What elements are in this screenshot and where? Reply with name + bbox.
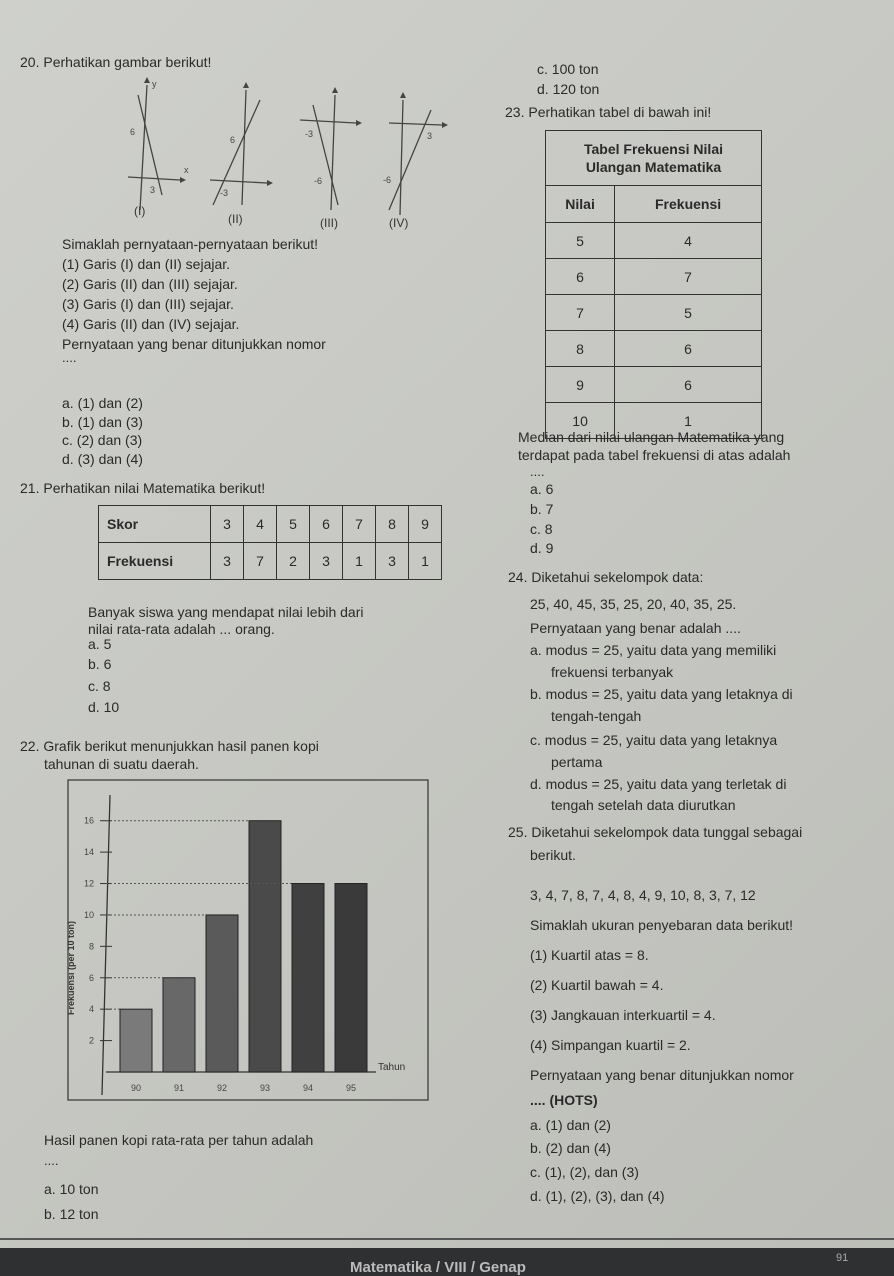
row-header: Skor xyxy=(99,506,211,543)
x-axis-label: Tahun xyxy=(378,1062,406,1073)
x-tick-label: 95 xyxy=(345,1083,357,1093)
q21-option-b[interactable]: b. 6 xyxy=(88,656,112,672)
graph2-y-int: 6 xyxy=(230,135,236,145)
q25-statement: (4) Simpangan kuartil = 2. xyxy=(530,1037,691,1053)
q20-option-a[interactable]: a. (1) dan (2) xyxy=(62,395,143,411)
table-row xyxy=(99,543,442,580)
q21-option-c[interactable]: c. 8 xyxy=(88,678,111,694)
q24-question: Pernyataan yang benar adalah .... xyxy=(530,620,741,636)
graph4-label: (IV) xyxy=(389,216,409,230)
q23-title: 23. Perhatikan tabel di bawah ini! xyxy=(505,104,712,120)
cell: 3 xyxy=(211,506,244,543)
row-header: Frekuensi xyxy=(99,543,211,580)
y-tick-label: 16 xyxy=(83,815,94,826)
bar-92 xyxy=(206,915,238,1072)
cell: 7 xyxy=(343,506,376,543)
column-header: Frekuensi xyxy=(615,186,762,223)
q25-statement: (3) Jangkauan interkuartil = 4. xyxy=(530,1007,716,1023)
column-header: Nilai xyxy=(546,186,615,223)
q23-question: Median dari nilai ulangan Matematika yang xyxy=(518,429,785,445)
q21-option-d[interactable]: d. 10 xyxy=(88,699,120,715)
q23-question: terdapat pada tabel frekuensi di atas adalah xyxy=(518,447,791,463)
y-tick-label: 4 xyxy=(88,1004,94,1015)
q22-option-c[interactable]: c. 100 ton xyxy=(537,61,599,77)
q25-intro: Simaklah ukuran penyebaran data berikut! xyxy=(530,917,794,933)
q25-option-d[interactable]: d. (1), (2), (3), dan (4) xyxy=(530,1188,665,1204)
q23-dots: .... xyxy=(530,464,545,479)
q23-option-a[interactable]: a. 6 xyxy=(530,481,554,497)
q24-option-d-cont: tengah setelah data diurutkan xyxy=(551,797,736,813)
q20-dots: .... xyxy=(62,350,77,365)
x-tick-label: 91 xyxy=(173,1083,185,1093)
q23-option-c[interactable]: c. 8 xyxy=(530,521,553,537)
q20-statement: (4) Garis (II) dan (IV) sejajar. xyxy=(62,316,240,332)
q25-hots: .... (HOTS) xyxy=(530,1092,598,1108)
q20-intro: Simaklah pernyataan-pernyataan berikut! xyxy=(62,236,319,252)
q24-option-d[interactable]: d. modus = 25, yaitu data yang terletak di xyxy=(530,776,787,792)
y-tick-label: 2 xyxy=(88,1035,94,1046)
y-tick-label: 14 xyxy=(83,847,94,858)
table-row: 6 7 xyxy=(546,259,762,295)
page-number: 91 xyxy=(836,1252,849,1264)
q25-statement: (1) Kuartil atas = 8. xyxy=(530,947,649,963)
table-row: 8 6 xyxy=(546,331,762,367)
y-tick-label: 6 xyxy=(88,972,94,983)
footer-text: Matematika / VIII / Genap xyxy=(350,1259,526,1276)
cell: 5 xyxy=(277,506,310,543)
y-tick-label: 8 xyxy=(88,941,94,952)
table-row: 7 5 xyxy=(546,295,762,331)
cell: 2 xyxy=(277,543,310,580)
graph-axis-y-label: y xyxy=(152,79,157,89)
y-tick-label: 12 xyxy=(83,878,94,889)
bar-95 xyxy=(335,884,367,1072)
table-row xyxy=(99,506,442,543)
q22-dots: .... xyxy=(44,1153,59,1168)
q21-question: Banyak siswa yang mendapat nilai lebih dari xyxy=(88,604,364,620)
q24-option-a[interactable]: a. modus = 25, yaitu data yang memiliki xyxy=(530,642,777,658)
q22-option-a[interactable]: a. 10 ton xyxy=(44,1181,99,1197)
x-tick-label: 92 xyxy=(216,1083,228,1093)
x-tick-label: 90 xyxy=(130,1083,142,1093)
cell: 9 xyxy=(409,506,442,543)
q21-score-table xyxy=(98,505,442,580)
cell: 3 xyxy=(211,543,244,580)
bar-91 xyxy=(163,978,195,1072)
page-footer xyxy=(0,1248,894,1276)
q25-data: 3, 4, 7, 8, 7, 4, 8, 4, 9, 10, 8, 3, 7, 12 xyxy=(530,887,756,903)
coffee-harvest-bar-chart xyxy=(40,775,460,1105)
q24-option-c-cont: pertama xyxy=(551,754,603,770)
x-tick-label: 93 xyxy=(259,1083,271,1093)
q20-statement: (1) Garis (I) dan (II) sejajar. xyxy=(62,256,231,272)
q20-line-graphs xyxy=(100,75,460,235)
graph4-x-int: 3 xyxy=(427,131,433,141)
q24-title: 24. Diketahui sekelompok data: xyxy=(508,569,704,585)
q20-option-c[interactable]: c. (2) dan (3) xyxy=(62,432,143,448)
bar-90 xyxy=(120,1009,152,1072)
cell: 8 xyxy=(376,506,409,543)
y-tick-label: 10 xyxy=(83,909,94,920)
q20-question: Pernyataan yang benar ditunjukkan nomor xyxy=(62,336,326,352)
table-row: 9 6 xyxy=(546,367,762,403)
q24-option-c[interactable]: c. modus = 25, yaitu data yang letaknya xyxy=(530,732,778,748)
bar-93 xyxy=(249,821,281,1072)
table-row: 10 1 xyxy=(546,403,762,439)
q25-option-c[interactable]: c. (1), (2), dan (3) xyxy=(530,1164,639,1180)
graph3-y-int: -6 xyxy=(314,176,323,186)
cell: 1 xyxy=(409,543,442,580)
cell: 3 xyxy=(310,543,343,580)
q22-option-b[interactable]: b. 12 ton xyxy=(44,1206,99,1222)
graph3-x-int: -3 xyxy=(305,129,314,139)
graph1-y-int: 6 xyxy=(130,127,136,137)
q25-option-b[interactable]: b. (2) dan (4) xyxy=(530,1140,611,1156)
q20-option-b[interactable]: b. (1) dan (3) xyxy=(62,414,143,430)
q25-title: berikut. xyxy=(530,847,576,863)
q22-title: 22. Grafik berikut menunjukkan hasil panen kopi xyxy=(20,738,319,754)
q21-question: nilai rata-rata adalah ... orang. xyxy=(88,621,275,637)
graph2-x-int: -3 xyxy=(220,188,229,198)
q22-title: tahunan di suatu daerah. xyxy=(44,756,199,772)
q22-question: Hasil panen kopi rata-rata per tahun adalah xyxy=(44,1132,314,1148)
cell: 1 xyxy=(343,543,376,580)
q25-option-a[interactable]: a. (1) dan (2) xyxy=(530,1117,611,1133)
cell: 7 xyxy=(244,543,277,580)
y-axis-label: Frekuensi (per 10 ton) xyxy=(66,920,76,1015)
q22-option-d[interactable]: d. 120 ton xyxy=(537,81,600,97)
q21-title: 21. Perhatikan nilai Matematika berikut! xyxy=(20,480,266,496)
q24-data: 25, 40, 45, 35, 25, 20, 40, 35, 25. xyxy=(530,596,737,612)
q20-statement: (3) Garis (I) dan (III) sejajar. xyxy=(62,296,234,312)
q24-option-b-cont: tengah-tengah xyxy=(551,708,642,724)
table-title: Tabel Frekuensi Nilai Ulangan Matematika xyxy=(546,131,762,186)
bar-94 xyxy=(292,884,324,1072)
q20-option-d[interactable]: d. (3) dan (4) xyxy=(62,451,143,467)
cell: 4 xyxy=(244,506,277,543)
graph1-label: (I) xyxy=(134,204,146,218)
graph1-x-int: 3 xyxy=(150,185,156,195)
cell: 3 xyxy=(376,543,409,580)
table-row: 5 4 xyxy=(546,223,762,259)
graph2-label: (II) xyxy=(228,212,243,226)
q20-title: 20. Perhatikan gambar berikut! xyxy=(20,54,212,70)
y-axis xyxy=(102,795,110,1095)
q20-statement: (2) Garis (II) dan (III) sejajar. xyxy=(62,276,238,292)
q21-option-a[interactable]: a. 5 xyxy=(88,636,112,652)
cell: 6 xyxy=(310,506,343,543)
x-tick-label: 94 xyxy=(302,1083,314,1093)
graph4-y-int: -6 xyxy=(383,175,392,185)
q24-option-a-cont: frekuensi terbanyak xyxy=(551,664,674,680)
q24-option-b[interactable]: b. modus = 25, yaitu data yang letaknya di xyxy=(530,686,793,702)
q25-statement: (2) Kuartil bawah = 4. xyxy=(530,977,664,993)
q25-title: 25. Diketahui sekelompok data tunggal sebagai xyxy=(508,824,803,840)
q23-option-b[interactable]: b. 7 xyxy=(530,501,554,517)
q25-question: Pernyataan yang benar ditunjukkan nomor xyxy=(530,1067,794,1083)
graph-axis-x-label: x xyxy=(184,165,189,175)
q23-frequency-table xyxy=(545,130,762,439)
q23-option-d[interactable]: d. 9 xyxy=(530,540,554,556)
graph3-label: (III) xyxy=(320,216,338,230)
